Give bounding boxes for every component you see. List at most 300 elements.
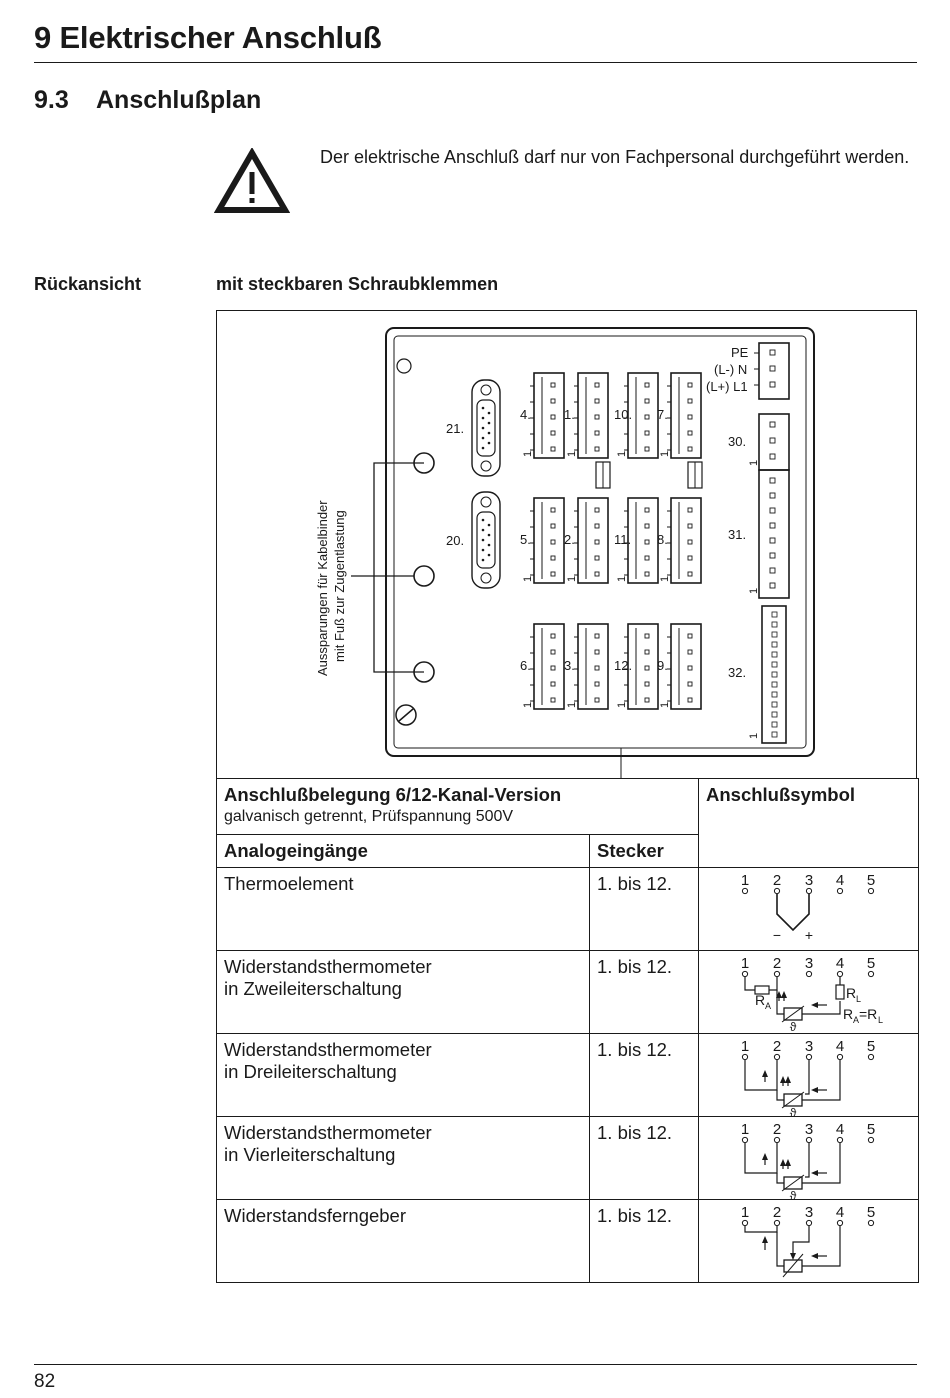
chapter-title: 9 Elektrischer Anschluß <box>34 20 382 55</box>
screw-terminal <box>772 642 777 647</box>
input-type <box>217 868 590 951</box>
plug-connector <box>534 498 564 583</box>
terminal-number: 2 <box>772 1038 782 1055</box>
wire <box>777 894 809 930</box>
input-type-line1: Widerstandsthermometer <box>224 1122 432 1143</box>
terminal-dot <box>868 971 873 976</box>
terminal-number: 4 <box>835 1121 845 1138</box>
screw-terminal <box>645 415 649 419</box>
terminal-number: 1 <box>740 1204 750 1221</box>
screw-terminal <box>595 431 599 435</box>
section-number: 9.3 <box>34 86 69 114</box>
plug-label: 8. <box>657 532 668 547</box>
rtd-3-wire-symbol <box>699 1036 919 1116</box>
screw-terminal <box>595 524 599 528</box>
terminal-number: 3 <box>804 1121 814 1138</box>
pin-one-label: 1 <box>616 450 628 457</box>
pin <box>482 529 485 532</box>
input-type-line2: in Zweileiterschaltung <box>224 978 402 999</box>
pin-one-label: 1 <box>522 450 534 457</box>
screw-terminal <box>551 508 555 512</box>
screw-terminal <box>772 702 777 707</box>
rtd-4-wire-symbol <box>699 1119 919 1199</box>
pin <box>482 437 485 440</box>
plug-label: 5. <box>520 532 531 547</box>
symbol-header: Anschlußsymbol <box>699 779 919 868</box>
screw-icon <box>481 573 491 583</box>
pin <box>482 539 485 542</box>
terminal-number: 1 <box>740 1121 750 1138</box>
terminal-number: 4 <box>835 1204 845 1221</box>
terminal-dot <box>774 888 779 893</box>
pin-one-label: 1 <box>616 575 628 582</box>
plug-label: 9. <box>657 658 668 673</box>
screw-terminal <box>688 698 692 702</box>
symbol-cell <box>699 868 919 951</box>
symbol-cell <box>699 951 919 1034</box>
plug-connector <box>671 498 701 583</box>
plug-label: 11. <box>614 532 632 547</box>
plug-label: 10. <box>614 407 633 422</box>
power-n-label: (L-) N <box>714 362 748 377</box>
screw-terminal <box>595 556 599 560</box>
screw-terminal <box>688 524 692 528</box>
pin <box>488 432 491 435</box>
symbol-cell <box>699 1200 919 1283</box>
screw-terminal <box>770 350 775 355</box>
input-type-line1: Widerstandsthermometer <box>224 1039 432 1060</box>
ra-eq-subscript: A <box>853 1015 860 1025</box>
plug-connector <box>671 624 701 709</box>
cable-tie-label: mit Fuß zur Zugentlastung <box>332 510 347 662</box>
terminal-dot <box>742 888 747 893</box>
screw-terminal <box>772 692 777 697</box>
screw-terminal <box>688 399 692 403</box>
connector-20-shell <box>472 492 500 588</box>
input-type <box>217 951 590 1034</box>
terminal-dot <box>868 1137 873 1142</box>
screw-terminal <box>595 650 599 654</box>
screw-terminal <box>645 508 649 512</box>
rear-view-label: Rückansicht <box>34 274 142 294</box>
power-pe-label: PE <box>731 345 749 360</box>
screw-terminal <box>772 632 777 637</box>
wire <box>745 1143 777 1173</box>
terminal-dot <box>742 971 747 976</box>
terminal-number: 5 <box>866 1121 876 1138</box>
screw-terminal <box>645 634 649 638</box>
input-type-line1: Widerstandsferngeber <box>224 1205 407 1226</box>
screw-terminal <box>551 447 555 451</box>
wire <box>805 1060 809 1094</box>
plus-sign: + <box>804 927 814 943</box>
arrow-head <box>811 1170 818 1176</box>
wire <box>805 1143 809 1177</box>
arrow-head <box>780 1159 786 1166</box>
plug-connector <box>578 624 608 709</box>
screw-terminal <box>770 382 775 387</box>
input-type-line1: Thermoelement <box>224 873 354 894</box>
plug-connector <box>671 373 701 458</box>
pin <box>482 407 485 410</box>
pin <box>488 524 491 527</box>
connector-32 <box>762 606 786 743</box>
rl-label: R <box>846 985 857 1001</box>
arrow-head <box>785 1159 791 1166</box>
arrow-head <box>780 1076 786 1083</box>
screw-terminal <box>772 712 777 717</box>
input-type <box>217 1034 590 1117</box>
terminal-number: 4 <box>835 872 845 889</box>
screw-terminal <box>551 540 555 544</box>
screw-icon <box>397 359 411 373</box>
screw-terminal <box>551 399 555 403</box>
screw-terminal <box>772 672 777 677</box>
screw-icon <box>481 461 491 471</box>
screw-terminal <box>770 366 775 371</box>
pin <box>488 554 491 557</box>
pin-one-label: 1 <box>522 575 534 582</box>
wire <box>802 1226 840 1266</box>
screw-terminal-label: mit steckbaren Schraubklemmen <box>216 274 499 294</box>
screw-terminal <box>645 556 649 560</box>
screw-terminal <box>770 493 775 498</box>
pin-one-label: 1 <box>566 450 578 457</box>
screw-terminal <box>770 478 775 483</box>
screw-terminal <box>772 722 777 727</box>
terminal-dot <box>837 1054 842 1059</box>
table-header-cell <box>217 779 699 835</box>
terminal-number: 5 <box>866 1038 876 1055</box>
connection-table <box>216 778 919 1283</box>
table-row <box>217 1200 919 1283</box>
plug-label: 6. <box>520 658 531 673</box>
screw-terminal <box>772 622 777 627</box>
plug-range: 1. bis 12. <box>590 951 699 1034</box>
pin-one-label: 1 <box>616 701 628 708</box>
cable-tie-hole <box>414 566 434 586</box>
plug-connector <box>578 373 608 458</box>
plug-range: 1. bis 12. <box>590 1200 699 1283</box>
rtd-2-wire-symbol <box>699 953 919 1033</box>
screw-terminal <box>645 431 649 435</box>
plug-label: 3. <box>564 658 575 673</box>
screw-terminal <box>551 634 555 638</box>
plug-label: 4. <box>520 407 531 422</box>
power-l1-label: (L+) L1 <box>706 379 748 394</box>
plug-label: 7. <box>657 407 668 422</box>
screw-terminal <box>595 634 599 638</box>
table-row <box>217 951 919 1034</box>
terminal-dot <box>806 888 811 893</box>
screw-terminal <box>645 666 649 670</box>
connector-20-face <box>477 512 495 568</box>
connector-21-label: 21. <box>446 421 465 436</box>
pin <box>488 544 491 547</box>
screw-terminal <box>645 698 649 702</box>
terminal-number: 1 <box>740 1038 750 1055</box>
screw-terminal <box>595 698 599 702</box>
screw-terminal <box>595 682 599 686</box>
input-type <box>217 1117 590 1200</box>
pin <box>482 417 485 420</box>
rear-view-diagram <box>216 310 917 778</box>
terminal-dot <box>742 1137 747 1142</box>
ra-eq-rl: R <box>843 1006 854 1022</box>
pin <box>482 549 485 552</box>
screw-terminal <box>645 540 649 544</box>
connector-30-label: 30. <box>728 434 747 449</box>
screw-terminal <box>770 583 775 588</box>
terminal-number: 3 <box>804 955 814 972</box>
arrow-head <box>811 1253 818 1259</box>
col-header-inputs: Analogeingänge <box>217 835 590 868</box>
plug-range: 1. bis 12. <box>590 868 699 951</box>
terminal-dot <box>774 1054 779 1059</box>
screw-icon <box>481 385 491 395</box>
terminal-dot <box>868 1054 873 1059</box>
screw-terminal <box>688 447 692 451</box>
screw-terminal <box>645 650 649 654</box>
plug-connector <box>628 498 658 583</box>
terminal-number: 4 <box>835 955 845 972</box>
terminal-dot <box>837 888 842 893</box>
plug-connector <box>534 373 564 458</box>
screw-terminal <box>688 634 692 638</box>
bottom-divider <box>34 1364 917 1365</box>
screw-slot <box>399 709 413 721</box>
cable-tie-label: Aussparungen für Kabelbinder <box>315 500 330 676</box>
plug-connector <box>628 373 658 458</box>
symbol-cell <box>699 1034 919 1117</box>
screw-terminal <box>645 682 649 686</box>
screw-terminal <box>551 383 555 387</box>
screw-terminal <box>551 572 555 576</box>
pin-one-label: 1 <box>522 701 534 708</box>
terminal-number: 2 <box>772 1204 782 1221</box>
plug-label: 12. <box>614 658 633 673</box>
terminal-number: 2 <box>772 955 782 972</box>
pin <box>488 442 491 445</box>
wire <box>769 977 777 990</box>
screw-terminal <box>688 508 692 512</box>
terminal-dot <box>774 971 779 976</box>
symbol-cell <box>699 1117 919 1200</box>
arrow-head <box>790 1253 796 1260</box>
terminal-dot <box>806 1137 811 1142</box>
pin-one-label: 1 <box>659 575 671 582</box>
ra-eq-rl: =R <box>859 1006 878 1022</box>
terminal-dot <box>868 888 873 893</box>
theta-symbol: ϑ <box>789 1106 797 1116</box>
terminal-number: 5 <box>866 1204 876 1221</box>
screw-terminal <box>770 523 775 528</box>
input-type-line1: Widerstandsthermometer <box>224 956 432 977</box>
screw-terminal <box>772 612 777 617</box>
screw-terminal <box>551 524 555 528</box>
screw-terminal <box>772 682 777 687</box>
arrow-head <box>781 991 787 998</box>
screw-terminal <box>770 422 775 427</box>
terminal-dot <box>742 1054 747 1059</box>
pin-one-label: 1 <box>566 575 578 582</box>
pin <box>488 534 491 537</box>
terminal-number: 4 <box>835 1038 845 1055</box>
wire <box>745 1226 777 1232</box>
arrow-head <box>811 1002 818 1008</box>
screw-terminal <box>595 383 599 387</box>
connector-21-shell <box>472 380 500 476</box>
plug-connector <box>534 624 564 709</box>
screw-terminal <box>688 682 692 686</box>
section-title <box>34 86 261 115</box>
screw-terminal <box>770 553 775 558</box>
screw-terminal <box>645 524 649 528</box>
wire <box>745 977 755 990</box>
plug-range: 1. bis 12. <box>590 1117 699 1200</box>
pin-one-label: 1 <box>748 732 760 739</box>
screw-icon <box>481 497 491 507</box>
rl-eq-subscript: L <box>878 1015 884 1025</box>
rl-resistor <box>836 985 844 999</box>
screw-terminal <box>770 538 775 543</box>
pin-one-label: 1 <box>659 701 671 708</box>
arrow-head <box>762 1236 768 1243</box>
pin-one-label: 1 <box>748 459 760 466</box>
screw-terminal <box>645 399 649 403</box>
screw-terminal <box>772 652 777 657</box>
warning-triangle-icon <box>214 148 290 214</box>
screw-terminal <box>551 666 555 670</box>
screw-terminal <box>688 556 692 560</box>
screw-terminal <box>645 447 649 451</box>
screw-terminal <box>595 447 599 451</box>
plug-label: 2. <box>564 532 575 547</box>
screw-terminal <box>770 454 775 459</box>
screw-terminal <box>645 572 649 576</box>
arrow-head <box>762 1153 768 1160</box>
terminal-number: 2 <box>772 872 782 889</box>
arrow-head <box>785 1076 791 1083</box>
pin-one-label: 1 <box>748 587 760 594</box>
screw-terminal <box>595 540 599 544</box>
screw-terminal <box>595 666 599 670</box>
terminal-dot <box>806 1220 811 1225</box>
screw-terminal <box>770 438 775 443</box>
arrow-head <box>762 1070 768 1077</box>
screw-terminal <box>772 732 777 737</box>
screw-terminal <box>688 383 692 387</box>
pin <box>482 559 485 562</box>
resistance-transmitter-symbol <box>699 1202 919 1282</box>
screw-terminal <box>551 431 555 435</box>
top-divider <box>34 62 917 63</box>
thermocouple-symbol <box>699 870 919 950</box>
screw-terminal <box>688 572 692 576</box>
screw-terminal <box>595 415 599 419</box>
screw-terminal <box>770 568 775 573</box>
table-row <box>217 1117 919 1200</box>
input-type-line2: in Dreileiterschaltung <box>224 1061 397 1082</box>
input-type-line2: in Vierleiterschaltung <box>224 1144 396 1165</box>
screw-terminal <box>688 415 692 419</box>
plug-connector <box>628 624 658 709</box>
table-row <box>217 868 919 951</box>
pin <box>488 412 491 415</box>
terminal-dot <box>868 1220 873 1225</box>
terminal-number: 3 <box>804 1038 814 1055</box>
screw-terminal <box>688 650 692 654</box>
wire <box>793 1226 809 1254</box>
screw-terminal <box>688 431 692 435</box>
terminal-number: 1 <box>740 955 750 972</box>
arrow-head <box>811 1087 818 1093</box>
screw-terminal <box>645 383 649 387</box>
warning-text: Der elektrische Anschluß darf nur von Fachpersonal durchgeführt werden. <box>320 147 910 167</box>
col-header-plug: Stecker <box>590 835 699 868</box>
pin <box>482 447 485 450</box>
terminal-dot <box>806 1054 811 1059</box>
rl-subscript: L <box>856 994 862 1004</box>
plug-label: 1. <box>564 407 575 422</box>
wire <box>745 1060 777 1090</box>
connector-20-label: 20. <box>446 533 465 548</box>
pin <box>488 422 491 425</box>
terminal-number: 5 <box>866 955 876 972</box>
wire <box>802 1001 840 1014</box>
pin-one-label: 1 <box>659 450 671 457</box>
terminal-dot <box>774 1137 779 1142</box>
pin-one-label: 1 <box>566 701 578 708</box>
theta-symbol: ϑ <box>789 1020 797 1033</box>
connector-31-label: 31. <box>728 527 747 542</box>
screw-terminal <box>688 666 692 670</box>
terminal-number: 3 <box>804 1204 814 1221</box>
plug-range: 1. bis 12. <box>590 1034 699 1117</box>
screw-terminal <box>595 572 599 576</box>
pin <box>482 427 485 430</box>
theta-symbol: ϑ <box>789 1189 797 1199</box>
screw-terminal <box>551 698 555 702</box>
connector-31 <box>759 470 789 598</box>
table-subtitle: galvanisch getrennt, Prüfspannung 500V <box>224 808 514 825</box>
screw-terminal <box>772 662 777 667</box>
terminal-dot <box>806 971 811 976</box>
ra-label: R <box>755 992 766 1008</box>
screw-terminal <box>770 508 775 513</box>
terminal-dot <box>837 1137 842 1142</box>
input-type <box>217 1200 590 1283</box>
section-title-text: Anschlußplan <box>96 86 262 114</box>
screw-terminal <box>688 540 692 544</box>
terminal-dot <box>837 1220 842 1225</box>
table-title: Anschlußbelegung 6/12-Kanal-Version <box>224 784 562 805</box>
ra-subscript: A <box>765 1001 772 1011</box>
terminal-number: 3 <box>804 872 814 889</box>
screw-terminal <box>595 508 599 512</box>
screw-terminal <box>551 556 555 560</box>
screw-terminal <box>551 682 555 686</box>
terminal-number: 1 <box>740 872 750 889</box>
minus-sign: − <box>772 927 782 943</box>
terminal-number: 2 <box>772 1121 782 1138</box>
terminal-dot <box>774 1220 779 1225</box>
page-number: 82 <box>34 1371 56 1392</box>
connector-32-label: 32. <box>728 665 747 680</box>
terminal-dot <box>837 971 842 976</box>
screw-terminal <box>595 399 599 403</box>
pin <box>482 519 485 522</box>
